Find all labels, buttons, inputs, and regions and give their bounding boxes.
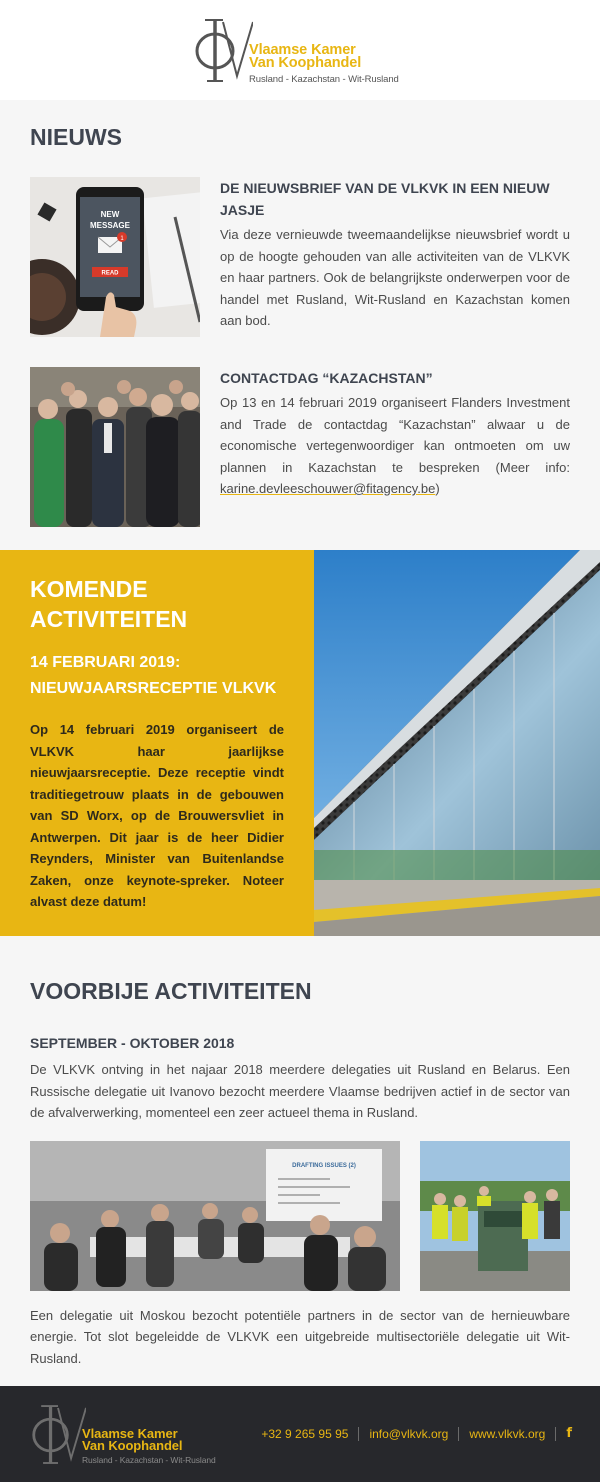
phone-badge: 1: [120, 236, 124, 242]
news-item-newsletter: [30, 177, 570, 337]
news-item-title[interactable]: CONTACTDAG “KAZACHSTAN”: [220, 370, 433, 386]
upcoming-event-body: Op 14 februari 2019 organiseert de VLKVK haar jaarlijkse nieuwjaarsreceptie. Deze receptie vindt traditiegetrouw plaats in de gebouwen van SD Worx, op de Brouwersvliet in Antwerpen. Dit jaar is de heer Didier Reynders, Minister van Buitenlandse Zaken, onze keynote-spreker. Noteer alvast deze datum!: [30, 722, 284, 909]
news-item-body: Via deze vernieuwde tweemaandelijkse nieuwsbrief wordt u op de hoogte gehouden van alle activiteiten van de VLKVK en haar partners. Ook de belangrijkste onderwerpen voor de handel met Rusland, Wit-Rusland en Kazachstan komen aan bod.: [220, 227, 570, 328]
footer: [0, 1386, 600, 1482]
news-item-contactdag: [30, 367, 570, 527]
past-body-1: De VLKVK ontving in het najaar 2018 meerdere delegaties uit Rusland en Belarus. Een Russische delegatie uit Ivanovo bezocht meerdere Vlaamse bedrijven actief in de sector van de afvalverwerking, momenteel een zeer actueel thema in Rusland.: [30, 1062, 570, 1120]
header: [0, 0, 600, 100]
past-image-meeting[interactable]: [30, 1141, 400, 1291]
logo-monogram-icon: [193, 18, 253, 84]
vlkvk-logo[interactable]: [193, 18, 423, 84]
upcoming-building-image: [314, 550, 600, 936]
past-section: [0, 936, 600, 1386]
footer-contacts: [251, 1426, 572, 1441]
news-item-title[interactable]: DE NIEUWSBRIEF VAN DE VLKVK IN EEN NIEUW JASJE: [220, 180, 550, 218]
news-section-title: NIEUWS: [30, 124, 122, 150]
footer-website-link[interactable]: www.vlkvk.org: [469, 1426, 546, 1441]
logo-name-line1: Vlaamse Kamer: [249, 42, 356, 58]
footer-logo-tagline: Rusland - Kazachstan - Wit-Rusland: [82, 1455, 216, 1465]
phone-read-button: READ: [101, 270, 119, 277]
logo-name-line2: Van Koophandel: [249, 55, 362, 71]
footer-email-link[interactable]: info@vlkvk.org: [369, 1426, 449, 1441]
news-item-body: Op 13 en 14 februari 2019 organiseert Flanders Investment and Trade de contactdag “Kazachstan” alwaar u de economische vertegenwoordiger kan ontmoeten om uw plannen in Kazachstan te bespreken (Meer info: karine.devleeschouwer@fitagency.be): [220, 395, 570, 496]
footer-logo-line2: Van Koophandel: [82, 1438, 183, 1453]
news-image-new-message[interactable]: [30, 177, 200, 337]
phone-screen-line1: NEW: [100, 210, 120, 219]
past-image-site-visit[interactable]: [420, 1141, 570, 1291]
logo-monogram-icon: [30, 1404, 86, 1466]
news-section: [0, 100, 600, 550]
phone-screen-line2: MESSAGE: [89, 221, 131, 230]
past-period-title: SEPTEMBER - OKTOBER 2018: [30, 1035, 235, 1051]
upcoming-event-title[interactable]: 14 FEBRUARI 2019: NIEUWJAARSRECEPTIE VLKVK: [30, 654, 277, 697]
projection-screen-title: DRAFTING ISSUES (2): [292, 1162, 356, 1169]
upcoming-section-title: KOMENDE ACTIVITEITEN: [30, 576, 188, 632]
contact-email-link[interactable]: karine.devleeschouwer@fitagency.be: [220, 481, 436, 496]
footer-logo[interactable]: [30, 1404, 240, 1468]
news-image-group-photo[interactable]: [30, 367, 200, 527]
past-section-title: VOORBIJE ACTIVITEITEN: [30, 978, 312, 1004]
logo-tagline: Rusland - Kazachstan - Wit-Rusland: [249, 74, 399, 85]
upcoming-section: [0, 550, 600, 936]
facebook-icon[interactable]: f: [566, 1426, 572, 1441]
past-body-2: Een delegatie uit Moskou bezocht potentiële partners in de sector van de hernieuwbare energie. Tot slot begeleidde de VLKVK een uitgebreide multisectoriële delegatie uit Wit-Rusland.: [30, 1307, 570, 1366]
footer-logo-line1: Vlaamse Kamer: [82, 1426, 178, 1441]
footer-phone-link[interactable]: +32 9 265 95 95: [261, 1426, 349, 1441]
